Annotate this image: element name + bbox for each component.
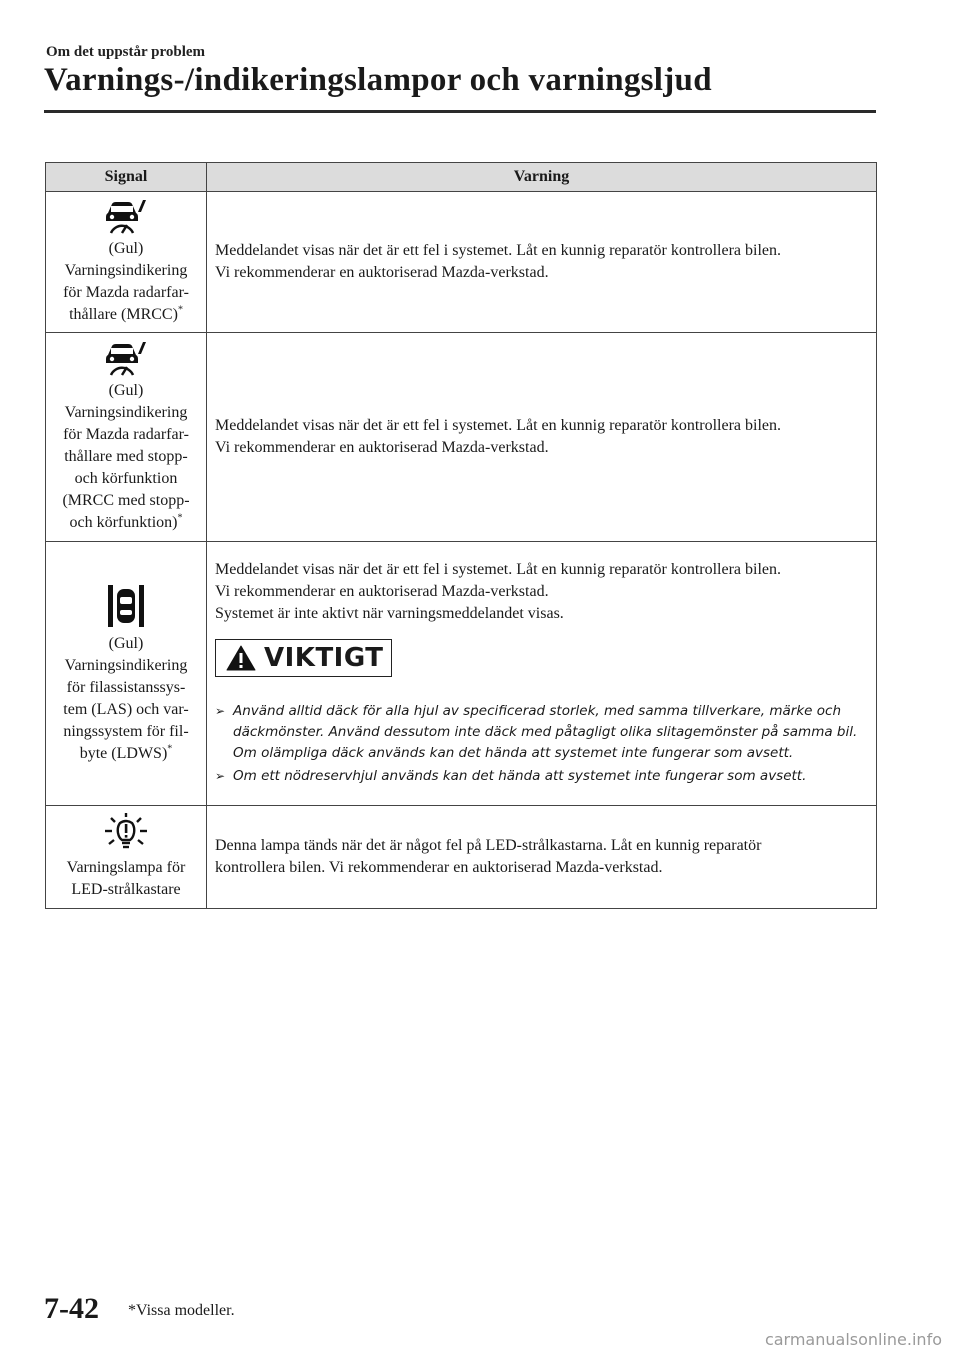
list-item (215, 701, 868, 764)
table-row-las-ldws (46, 542, 877, 806)
list-item (215, 766, 868, 787)
radar-cruise-stopgo-warning-icon (102, 340, 150, 376)
notice-list (215, 701, 868, 787)
footnote-asterisk: * (177, 304, 183, 316)
lane-assist-warning-icon (106, 583, 146, 629)
notice-label: VIKTIGT (264, 642, 384, 673)
description-text: Denna lampa tänds när det är något fel på LED-strålkastarna. Låt en kunnig reparatör kontrollera bilen. Vi rekommenderar en auktoriserad Mazda-verkstad. (215, 837, 762, 876)
table-row-mrcc (46, 192, 877, 333)
warning-table (45, 162, 877, 909)
section-title: Om det uppstår problem (46, 44, 206, 60)
title-divider (44, 110, 876, 113)
led-headlight-warning-icon (101, 813, 151, 853)
table-row-mrcc-stop-go (46, 333, 877, 542)
description-text: Meddelandet visas när det är ett fel i systemet. Låt en kunnig reparatör kontrollera bilen. Vi rekommenderar en auktoriserad Mazda-verkstad. Systemet är inte aktivt när varningsmeddelandet visas. (215, 560, 782, 622)
description-cell (207, 806, 877, 909)
table-header-row (46, 163, 877, 192)
signal-label: (Gul) Varningsindikering för Mazda radarfar- thållare med stopp- och körfunktion (MRCC med stopp- och körfunktion) (62, 382, 190, 531)
arrow-bullet-icon: ➢ (215, 768, 226, 783)
page-title: Varnings-/indikeringslampor och varningsljud (44, 62, 712, 98)
signal-cell (46, 806, 207, 909)
header-signal: Signal (46, 163, 207, 192)
signal-cell (46, 192, 207, 333)
warning-triangle-icon (226, 645, 256, 671)
watermark: carmanualsonline.info (764, 1330, 942, 1349)
description-text: Meddelandet visas när det är ett fel i systemet. Låt en kunnig reparatör kontrollera bilen. Vi rekommenderar en auktoriserad Mazda-verkstad. (215, 242, 782, 281)
signal-cell (46, 542, 207, 806)
signal-label: (Gul) Varningsindikering för Mazda radarfar- thållare (MRCC) (63, 240, 189, 323)
description-cell (207, 333, 877, 542)
footnote-asterisk: * (167, 743, 173, 755)
description-text: Meddelandet visas när det är ett fel i systemet. Låt en kunnig reparatör kontrollera bilen. Vi rekommenderar en auktoriserad Mazda-verkstad. (215, 417, 782, 456)
description-cell (207, 542, 877, 806)
signal-label: (Gul) Varningsindikering för filassistanssys- tem (LAS) och var- ningssystem för fil- byte (LDWS) (63, 634, 189, 762)
signal-cell (46, 333, 207, 542)
notice-box (215, 639, 392, 677)
footnote: *Vissa modeller. (128, 1302, 235, 1319)
list-item-text: Om ett nödreservhjul används kan det hända att systemet inte fungerar som avsett. (233, 767, 807, 784)
list-item-text: Använd alltid däck för alla hjul av specificerad storlek, med samma tillverkare, märke och däckmönster. Använd dessutom inte däck med påtagligt olika slitagemönster på samma bil. Om olämpliga däck används kan det hända att systemet inte fungerar som avsett. (233, 702, 858, 761)
signal-label: Varningslampa för LED-strålkastare (66, 859, 186, 898)
header-warning: Varning (207, 163, 877, 192)
arrow-bullet-icon: ➢ (215, 703, 226, 718)
description-cell (207, 192, 877, 333)
radar-cruise-warning-icon (102, 198, 150, 234)
table-row-led-headlight (46, 806, 877, 909)
footnote-asterisk: * (177, 512, 183, 524)
page-number: 7-42 (44, 1292, 99, 1325)
